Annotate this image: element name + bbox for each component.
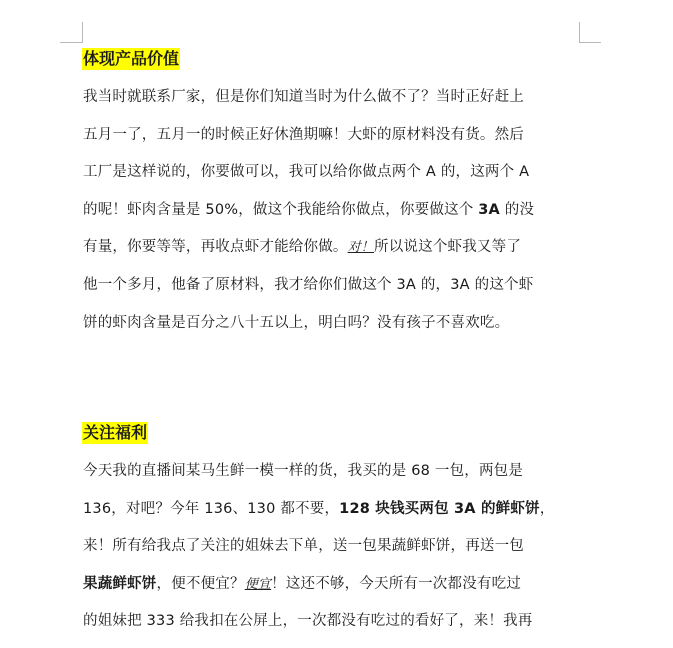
crop-mark-top-left [60, 42, 82, 43]
crop-mark-top-right [579, 22, 580, 43]
section-heading-product-value: 体现产品价值 [83, 49, 180, 68]
paragraph-line [83, 236, 583, 274]
paragraph-line [83, 199, 583, 237]
paragraph-line [83, 498, 583, 536]
text-run: 有量，你要等等，再收点虾才能给你做。 [83, 239, 348, 256]
crop-mark-top-left [82, 22, 83, 43]
paragraph-line: 工厂是这样说的，你要做可以，我可以给你做点两个 A 的，这两个 A [83, 164, 530, 181]
text-run: ！这还不够，今天所有一次都没有吃过 [271, 575, 522, 592]
paragraph-line: 我当时就联系厂家，但是你们知道当时为什么做不了？当时正好赶上 [83, 89, 524, 105]
handwritten-annotation: 对！ [347, 240, 375, 256]
paragraph-line: 来！所有给我点了关注的姐妹去下单，送一包果蔬鲜虾饼，再送一包 [83, 538, 524, 555]
section-heading-follow-benefits: 关注福利 [83, 423, 148, 442]
text-run: ， [539, 500, 555, 517]
text-run: 的呢！虾肉含量是 50%，做这个我能给你做点，你要做这个 [83, 201, 479, 218]
bold-text: 果蔬鲜虾饼 [83, 575, 157, 592]
paragraph-line: 的姐妹把 333 给我扣在公屏上，一次都没有吃过的看好了，来！我再 [83, 613, 533, 630]
bold-text: 128 块钱买两包 3A 的鲜虾饼 [339, 500, 540, 517]
paragraph-product-value [83, 86, 583, 349]
bold-text: 3A [478, 201, 500, 218]
paragraph-line: 饼的虾肉含量是百分之八十五以上，明白吗？没有孩子不喜欢吃。 [83, 314, 510, 331]
text-run: ，便不便宜？ [156, 575, 245, 592]
crop-mark-top-right [579, 42, 601, 43]
paragraph-line [83, 573, 583, 611]
text-run: 所以说这个虾我又等了 [374, 239, 522, 256]
paragraph-follow-benefits [83, 460, 583, 648]
paragraph-line: 五月一了，五月一的时候正好休渔期嘛！大虾的原材料没有货。然后 [83, 126, 524, 143]
text-run: 136，对吧？今年 136、130 都不要， [83, 500, 340, 517]
paragraph-line: 今天我的直播间某马生鲜一模一样的货，我买的是 68 一包，两包是 [83, 463, 524, 479]
text-run: 的没 [499, 201, 535, 218]
handwritten-annotation: 便宜 [244, 576, 272, 592]
paragraph-line: 他一个多月，他备了原材料，我才给你们做这个 3A 的，3A 的这个虾 [83, 276, 534, 293]
